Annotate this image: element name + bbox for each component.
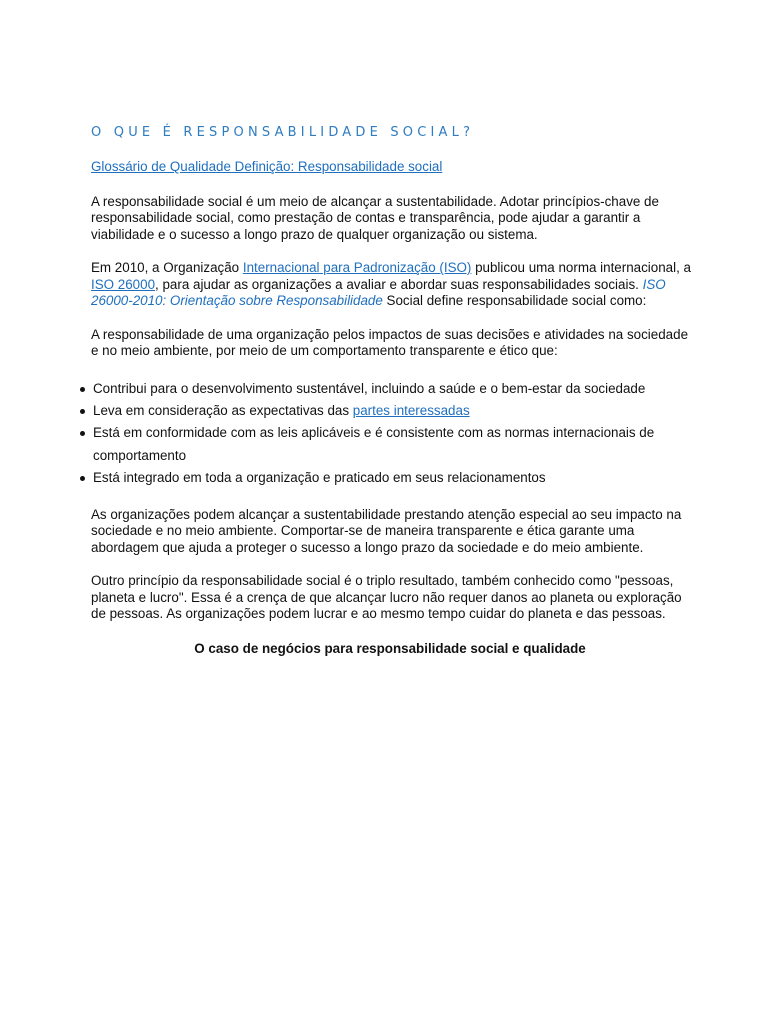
organizations-paragraph: As organizações podem alcançar a sustentabilidade prestando atenção especial ao seu impacto na sociedade e no meio ambiente. Comportar-se de maneira transparente e ética garante uma abordagem que ajuda a proteger o sucesso a longo prazo da sociedade e do meio ambiente. [91, 506, 682, 555]
list-item [93, 422, 691, 467]
iso-guidance-title: ISO 26000-2010: Orientação sobre Responsabilidade [91, 276, 666, 308]
bullet-icon [80, 431, 85, 436]
bullet-icon [80, 409, 85, 414]
glossary-link[interactable]: Glossário de Qualidade Definição: Responsabilidade social [91, 159, 443, 174]
list-item-text: Está em conformidade com as leis aplicáveis e é consistente com as normas internacionais de comportamento [93, 425, 655, 463]
document-content [91, 124, 691, 657]
list-item [93, 400, 691, 422]
iso-text-4: Social define responsabilidade social como: [382, 293, 647, 308]
stakeholders-link[interactable]: partes interessadas [352, 402, 470, 418]
list-item-text: Leva em consideração as expectativas das [93, 402, 353, 418]
glossary-paragraph [91, 159, 691, 176]
page-title: O QUE É RESPONSABILIDADE SOCIAL? [91, 125, 475, 140]
bullet-icon [80, 387, 85, 392]
iso-paragraph [91, 260, 691, 310]
iso-text-3: , para ajudar as organizações a avaliar e abordar suas responsabilidades sociais. [155, 276, 643, 292]
iso-text-2: publicou uma norma internacional, a [471, 260, 691, 275]
iso-text-1: Em 2010, a Organização [91, 260, 243, 275]
iso-26000-link[interactable]: ISO 26000 [91, 276, 156, 292]
bullet-icon [80, 476, 85, 481]
iso-organization-link[interactable]: Internacional para Padronização (ISO) [242, 260, 472, 275]
criteria-list [75, 378, 691, 490]
business-case-heading: O caso de negócios para responsabilidade social e qualidade [194, 640, 586, 656]
list-item-text: Contribui para o desenvolvimento sustentável, incluindo a saúde e o bem-estar da sociedade [93, 380, 646, 396]
list-item [93, 467, 691, 489]
intro-paragraph: A responsabilidade social é um meio de alcançar a sustentabilidade. Adotar princípios-chave de responsabilidade social, como prestação de contas e transparência, pode ajudar a garantir a viabilidade e o sucesso a longo prazo de qualquer organização ou sistema. [91, 193, 659, 242]
list-item-text: Está integrado em toda a organização e praticado em seus relacionamentos [93, 470, 546, 486]
triple-bottom-line-paragraph: Outro princípio da responsabilidade social é o triplo resultado, também conhecido como "pessoas, planeta e lucro". Essa é a crença de que alcançar lucro não requer danos ao planeta ou exploração de pessoas. As organizações podem lucrar e ao mesmo tempo cuidar do planeta e das pessoas. [91, 573, 682, 622]
list-item [93, 378, 691, 400]
definition-paragraph: A responsabilidade de uma organização pelos impactos de suas decisões e atividades na sociedade e no meio ambiente, por meio de um comportamento transparente e ético que: [91, 326, 689, 358]
